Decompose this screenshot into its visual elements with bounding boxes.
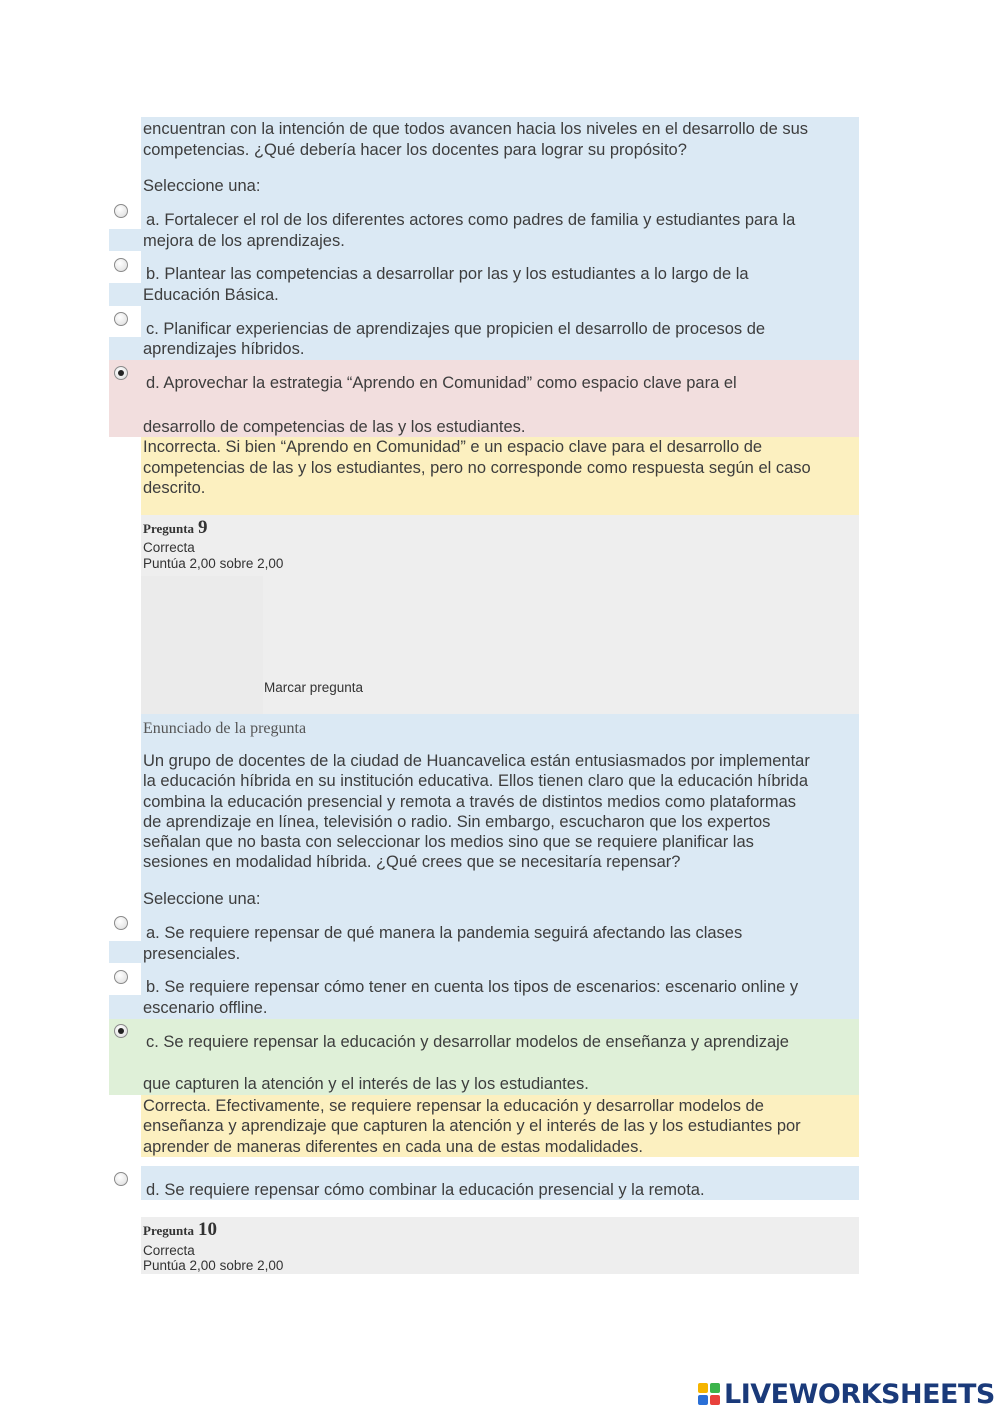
- q9-stem-line-4: de aprendizaje en línea, televisión o radio. Sin embargo, escucharon que los expertos: [143, 813, 771, 831]
- q9-option-d-line-1: d. Se requiere repensar cómo combinar la educación presencial y la remota.: [146, 1181, 705, 1199]
- q8-feedback-line-3: descrito.: [143, 479, 206, 497]
- q9-option-d-radio[interactable]: [114, 1172, 128, 1186]
- q8-option-a-line-2: mejora de los aprendizajes.: [143, 232, 345, 250]
- q9-option-b-line-2: escenario offline.: [143, 999, 268, 1017]
- q9-stem-line-2: la educación híbrida en su institución educativa. Ellos tienen claro que la educación híbrida: [143, 772, 809, 790]
- q8-option-a-gutter: [109, 229, 141, 251]
- q8-option-b-radio[interactable]: [114, 258, 128, 272]
- q9-statement-heading: Enunciado de la pregunta: [143, 720, 307, 737]
- q8-option-c-radio[interactable]: [114, 312, 128, 326]
- q10-number: 10: [198, 1219, 218, 1240]
- q10-label-word: Pregunta: [143, 1223, 195, 1238]
- q9-option-c-radio[interactable]: [114, 1024, 128, 1038]
- q8-option-a-radio[interactable]: [114, 204, 128, 218]
- q8-option-b-gutter: [109, 283, 141, 306]
- q8-option-a-line-1: a. Fortalecer el rol de los diferentes actores como padres de familia y estudiantes para la: [146, 211, 796, 229]
- q9-flag-question[interactable]: Marcar pregunta: [264, 680, 364, 695]
- q9-option-a-radio[interactable]: [114, 916, 128, 930]
- q9-label: [143, 517, 208, 539]
- q9-option-c-line-2: que capturen la atención y el interés de las y los estudiantes.: [143, 1075, 589, 1093]
- q8-option-d-line-1: d. Aprovechar la estrategia “Aprendo en Comunidad” como espacio clave para el: [146, 374, 737, 392]
- q9-option-b-radio[interactable]: [114, 970, 128, 984]
- q8-option-c-line-1: c. Planificar experiencias de aprendizajes que propicien el desarrollo de procesos de: [146, 320, 766, 338]
- q8-option-c-line-2: aprendizajes híbridos.: [143, 340, 305, 358]
- q9-stem-line-3: combina la educación presencial y remota a través de distintos medios como plataformas: [143, 793, 796, 811]
- q9-feedback-line-2: enseñanza y aprendizaje que capturen la atención y el interés de las y los estudiantes por: [143, 1117, 801, 1135]
- q9-feedback-line-3: aprender de maneras diferentes en cada una de estas modalidades.: [143, 1138, 643, 1156]
- liveworksheets-logo: [698, 1379, 995, 1409]
- q9-score: Puntúa 2,00 sobre 2,00: [143, 556, 284, 571]
- q9-option-a-line-2: presenciales.: [143, 945, 241, 963]
- q8-select-prompt: Seleccione una:: [143, 177, 261, 195]
- q9-stem-line-5: señalan que no basta con seleccionar los medios sino que se requiere planificar las: [143, 833, 754, 851]
- q9-option-b-gutter: [109, 995, 141, 1019]
- q9-option-a-gutter: [109, 941, 141, 963]
- q9-label-word: Pregunta: [143, 521, 195, 536]
- q10-status: Correcta: [143, 1243, 195, 1258]
- q9-stem-line-1: Un grupo de docentes de la ciudad de Huancavelica están entusiasmados por implementar: [143, 752, 810, 770]
- q9-flag-area: [141, 576, 263, 714]
- q9-status: Correcta: [143, 540, 195, 555]
- q9-feedback-line-1: Correcta. Efectivamente, se requiere repensar la educación y desarrollar modelos de: [143, 1097, 764, 1115]
- q8-option-d-radio[interactable]: [114, 366, 128, 380]
- q9-number: 9: [198, 517, 208, 538]
- liveworksheets-logo-icon: [698, 1383, 720, 1405]
- q8-option-c-gutter: [109, 337, 141, 360]
- q9-option-b-line-1: b. Se requiere repensar cómo tener en cuenta los tipos de escenarios: escenario online y: [146, 978, 799, 996]
- q8-option-b-line-1: b. Plantear las competencias a desarrollar por las y los estudiantes a lo largo de la: [146, 265, 749, 283]
- q9-option-a-line-1: a. Se requiere repensar de qué manera la pandemia seguirá afectando las clases: [146, 924, 743, 942]
- q9-select-prompt: Seleccione una:: [143, 890, 261, 908]
- q8-stem-line-2: competencias. ¿Qué debería hacer los docentes para lograr su propósito?: [143, 141, 687, 159]
- liveworksheets-wordmark: LIVEWORKSHEETS: [724, 1378, 995, 1410]
- q9-stem-line-6: sesiones en modalidad híbrida. ¿Qué crees que se necesitaría repensar?: [143, 853, 681, 871]
- q8-stem-line-1: encuentran con la intención de que todos avancen hacia los niveles en el desarrollo de sus: [143, 120, 809, 138]
- q9-option-c-line-1: c. Se requiere repensar la educación y desarrollar modelos de enseñanza y aprendizaje: [146, 1033, 789, 1051]
- q8-option-b-line-2: Educación Básica.: [143, 286, 279, 304]
- q8-option-d-line-2: desarrollo de competencias de las y los estudiantes.: [143, 418, 526, 436]
- q10-score: Puntúa 2,00 sobre 2,00: [143, 1258, 284, 1273]
- q8-feedback-line-1: Incorrecta. Si bien “Aprendo en Comunidad” e un espacio clave para el desarrollo de: [143, 438, 763, 456]
- q8-feedback-line-2: competencias de las y los estudiantes, pero no corresponde como respuesta según el caso: [143, 459, 811, 477]
- q10-label: [143, 1219, 217, 1241]
